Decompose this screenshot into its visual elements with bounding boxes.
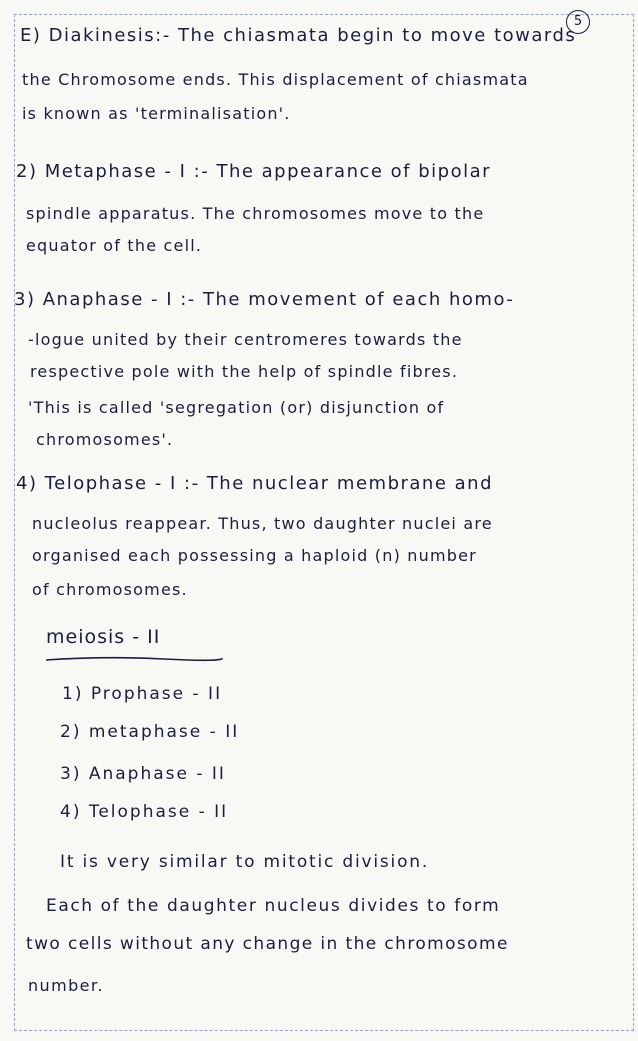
meiosis2-line-1: It is very similar to mitotic division. bbox=[60, 852, 430, 872]
diakinesis-line-3: is known as 'terminalisation'. bbox=[22, 104, 291, 123]
anaphase1-line-5: chromosomes'. bbox=[36, 430, 174, 449]
meiosis2-heading: meiosis - II bbox=[46, 626, 161, 648]
heading-underline bbox=[44, 654, 224, 664]
telophase1-line-1: 4) Telophase - I :- The nuclear membrane and bbox=[16, 473, 493, 494]
diakinesis-line-1: E) Diakinesis:- The chiasmata begin to move towards bbox=[20, 25, 577, 46]
anaphase1-line-1: 3) Anaphase - I :- The movement of each homo- bbox=[14, 289, 515, 310]
telophase1-line-4: of chromosomes. bbox=[32, 580, 188, 599]
metaphase1-line-1: 2) Metaphase - I :- The appearance of bipolar bbox=[16, 161, 492, 182]
metaphase1-line-2: spindle apparatus. The chromosomes move to the bbox=[26, 204, 485, 223]
meiosis2-phase-1: 1) Prophase - II bbox=[62, 684, 223, 704]
meiosis2-line-4: number. bbox=[28, 976, 104, 995]
telophase1-line-3: organised each possessing a haploid (n) number bbox=[32, 546, 477, 565]
meiosis2-phase-4: 4) Telophase - II bbox=[60, 802, 229, 822]
page-border-right bbox=[633, 14, 634, 1031]
anaphase1-line-3: respective pole with the help of spindle fibres. bbox=[30, 362, 459, 381]
telophase1-line-2: nucleolus reappear. Thus, two daughter nuclei are bbox=[32, 514, 493, 533]
meiosis2-line-3: two cells without any change in the chromosome bbox=[26, 934, 509, 954]
anaphase1-line-4: 'This is called 'segregation (or) disjunction of bbox=[28, 398, 445, 417]
meiosis2-line-2: Each of the daughter nucleus divides to form bbox=[46, 896, 501, 916]
meiosis2-phase-2: 2) metaphase - II bbox=[60, 722, 240, 742]
page-border-top bbox=[14, 14, 634, 15]
diakinesis-line-2: the Chromosome ends. This displacement of chiasmata bbox=[22, 70, 529, 89]
page-border-left bbox=[14, 14, 15, 1031]
metaphase1-line-3: equator of the cell. bbox=[26, 236, 203, 255]
page-number: 5 bbox=[566, 10, 590, 34]
anaphase1-line-2: -logue united by their centromeres towards the bbox=[28, 330, 463, 349]
meiosis2-phase-3: 3) Anaphase - II bbox=[60, 764, 226, 784]
page-border-bottom bbox=[14, 1030, 634, 1031]
